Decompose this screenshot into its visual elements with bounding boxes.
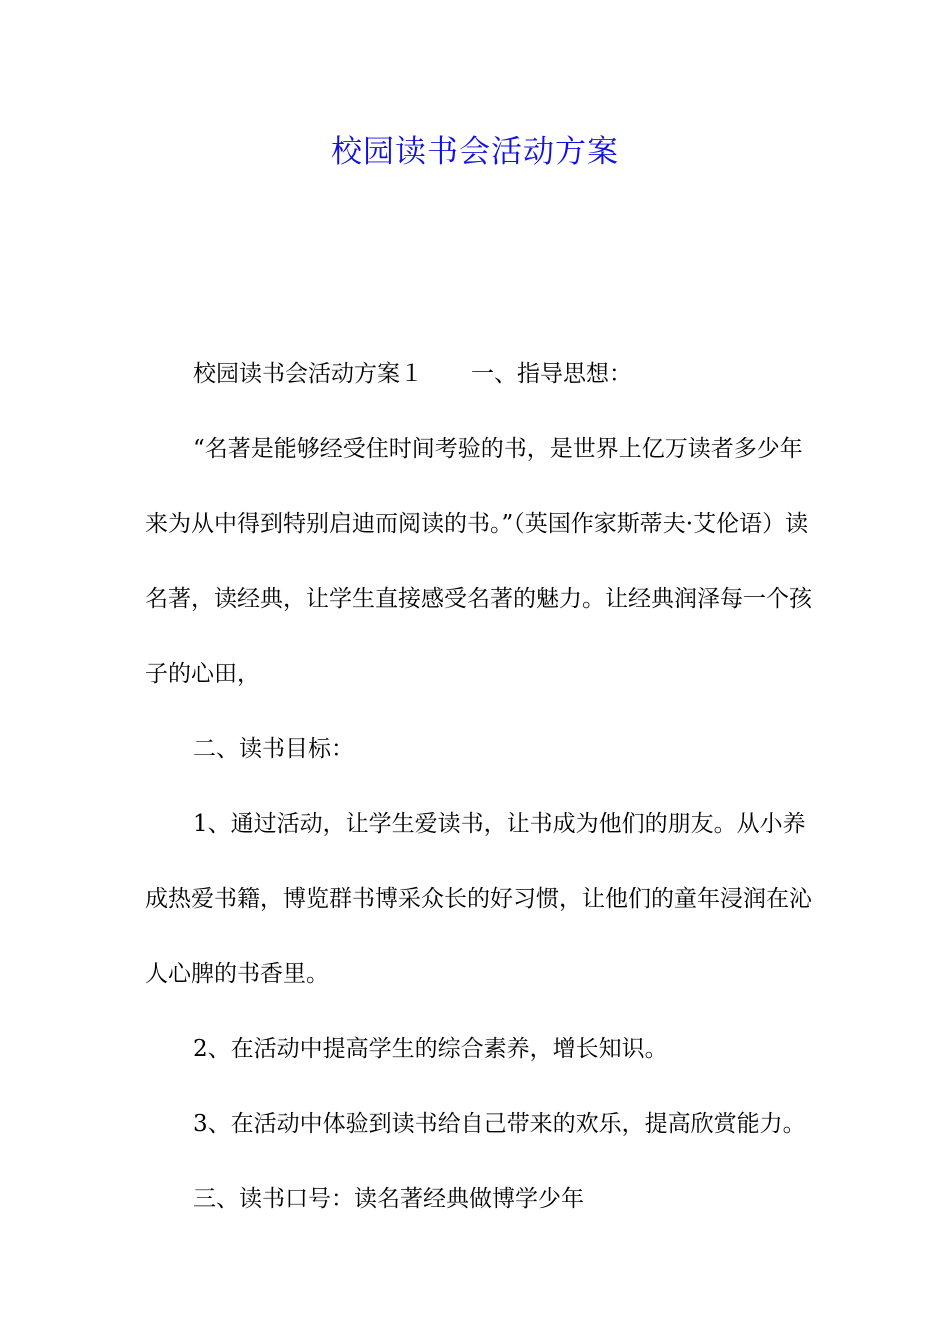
section-heading-1: 一、指导思想： bbox=[471, 361, 632, 387]
goal-item-3: 3、在活动中体验到读书给自己带来的欢乐，提高欣赏能力。 bbox=[193, 1111, 806, 1137]
goal-item-1: 1、通过活动，让学生爱读书，让书成为他们的朋友。从小养成热爱书籍，博览群书博采众长的好习惯，让他们的童年浸润在沁人心脾的书香里。 bbox=[145, 811, 812, 987]
section-heading-2: 二、读书目标： bbox=[193, 736, 354, 762]
document-body bbox=[145, 337, 815, 1237]
section-heading-3: 三、读书口号：读名著经典做博学少年 bbox=[193, 1186, 584, 1212]
paragraph-quote: “名著是能够经受住时间考验的书，是世界上亿万读者多少年来为从中得到特别启迪而阅读的书。”（英国作家斯蒂夫·艾伦语）读名著，读经典，让学生直接感受名著的魅力。让经典润泽每一个孩子的心田， bbox=[145, 436, 812, 687]
plan-number-label: 校园读书会活动方案１ bbox=[193, 361, 423, 387]
paragraph-heading-guiding-ideology bbox=[145, 337, 815, 412]
goal-item-2: 2、在活动中提高学生的综合素养，增长知识。 bbox=[193, 1036, 668, 1062]
document-title: 校园读书会活动方案 bbox=[331, 134, 619, 170]
